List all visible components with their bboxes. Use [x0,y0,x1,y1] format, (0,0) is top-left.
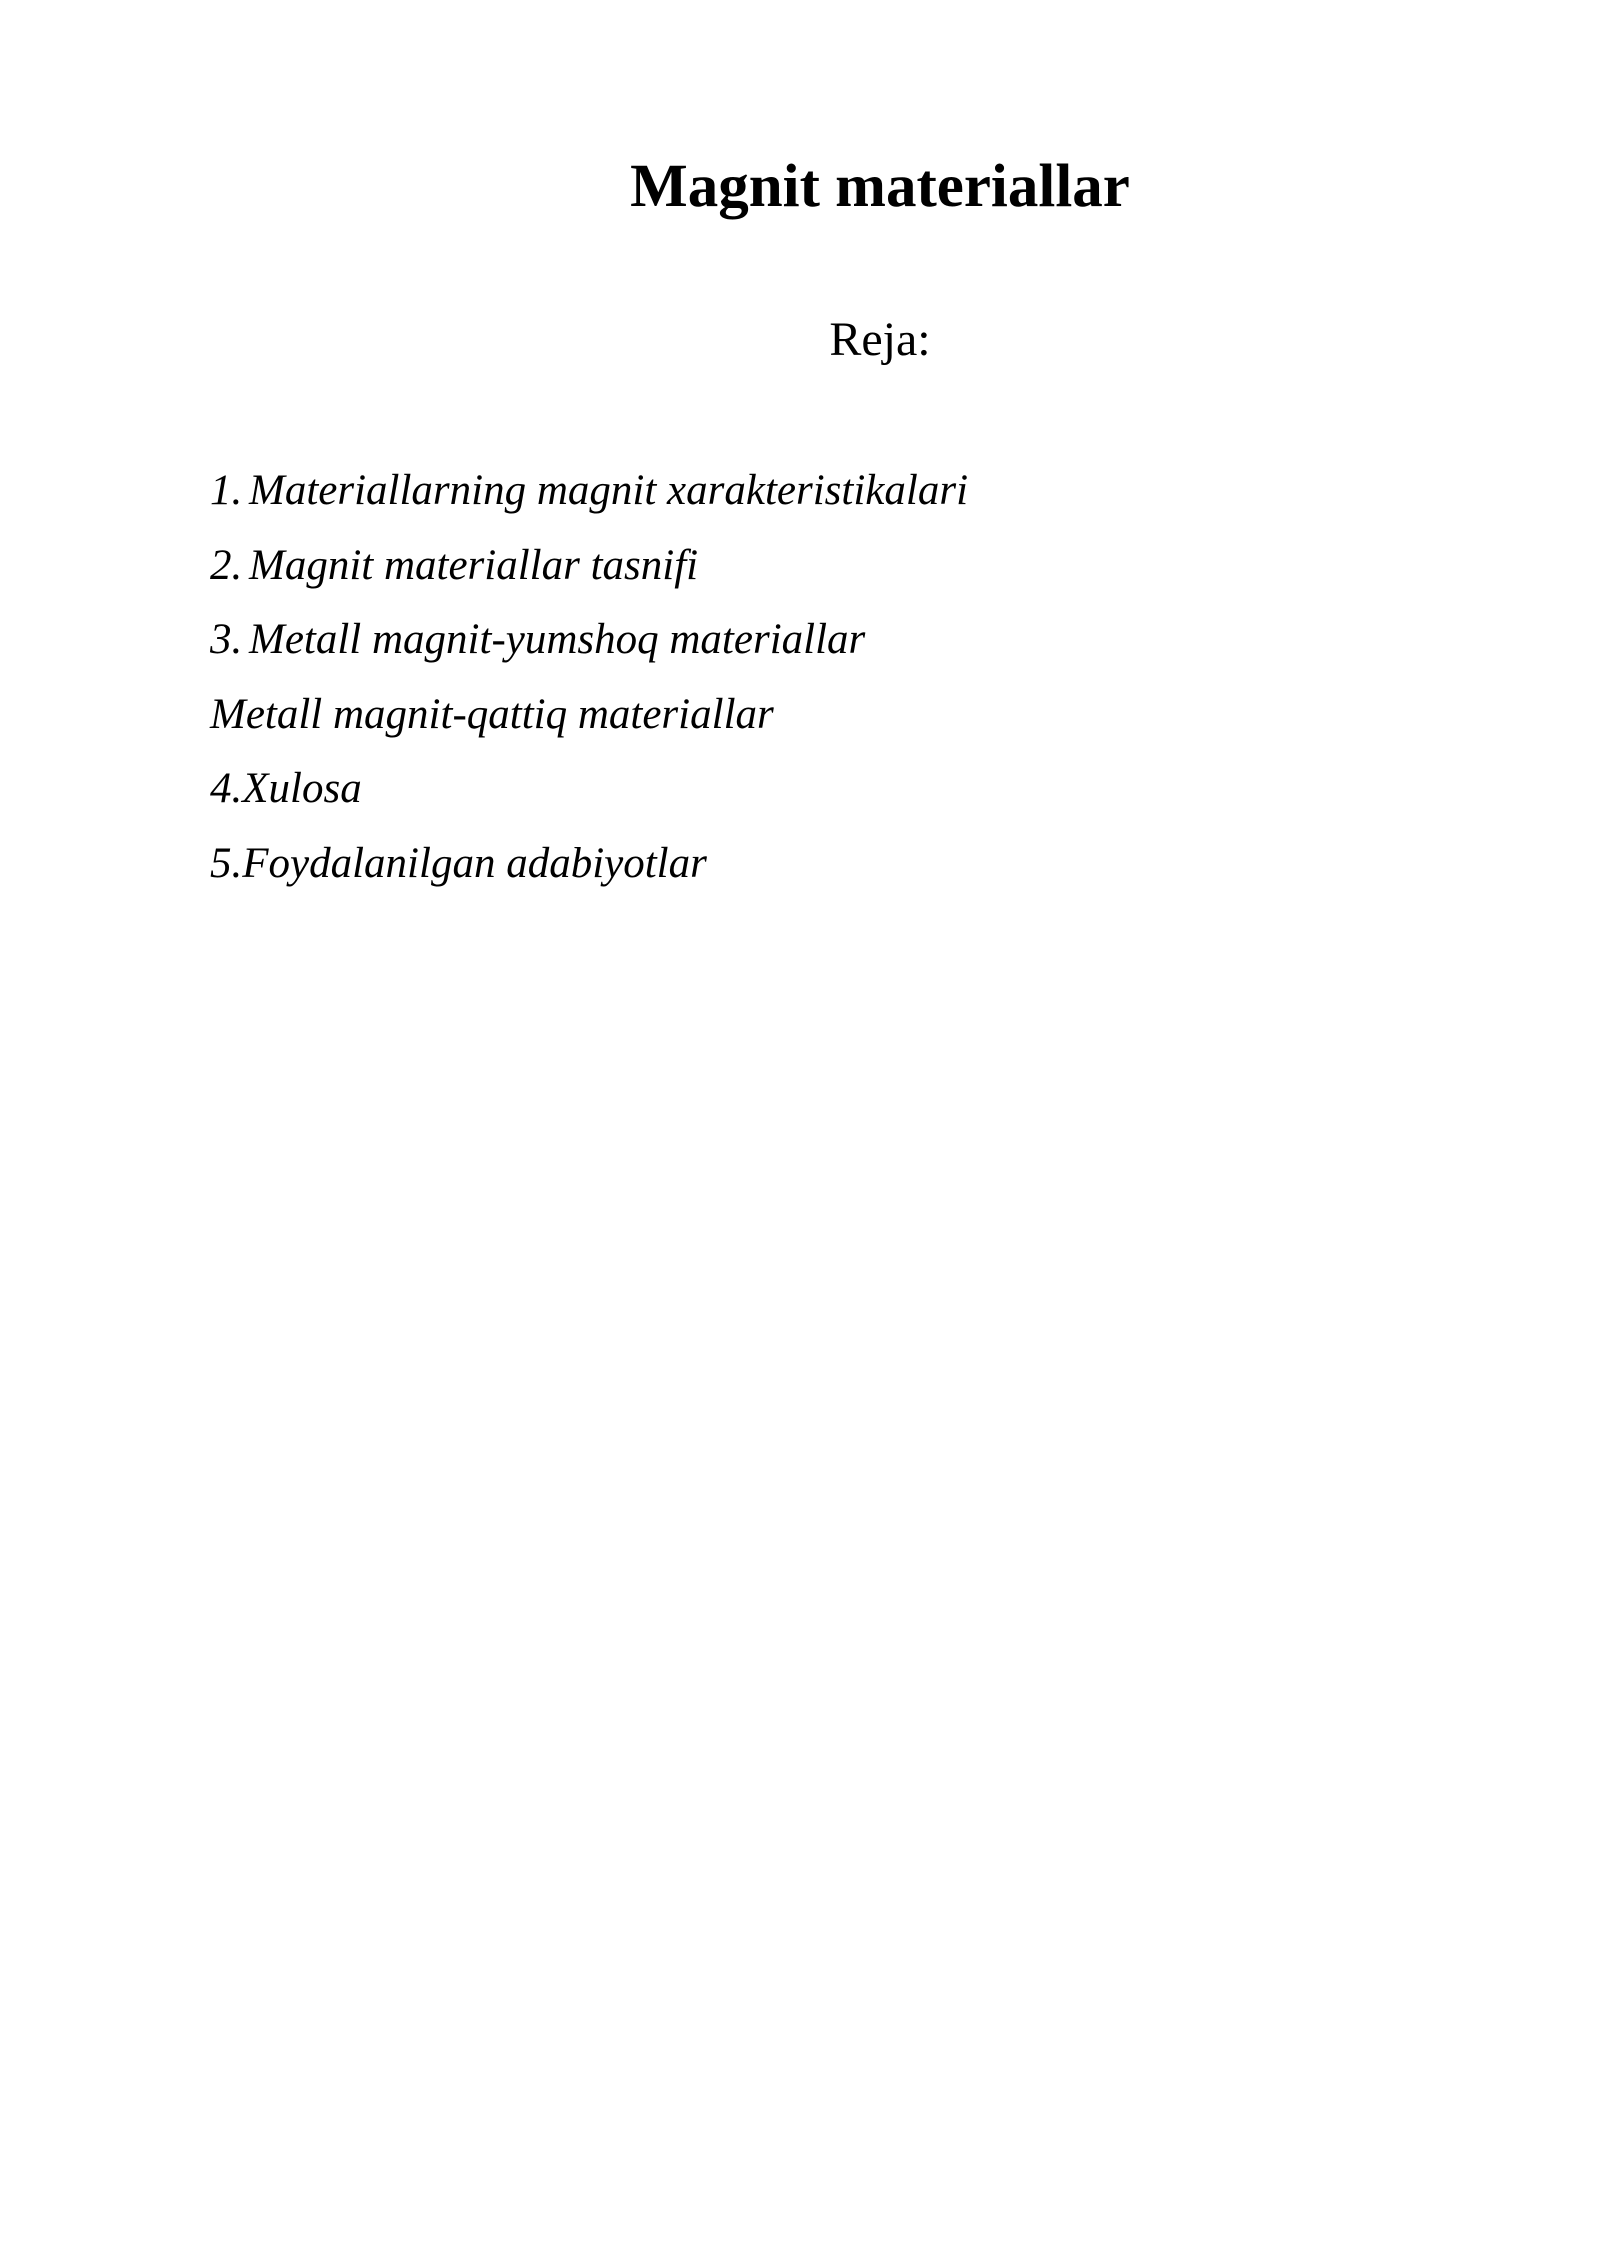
plan-item-text: Metall magnit-yumshoq materiallar [249,616,866,663]
document-title: Magnit materiallar [630,153,1130,220]
plan-item-text: Materiallarning magnit xarakteristikalari [249,467,969,514]
plan-item-text: Magnit materiallar tasnifi [249,541,699,589]
plan-item-number: 3. [210,616,243,663]
plan-item [210,603,968,678]
plan-item [210,827,968,902]
plan-item-text: Xulosa [242,765,362,812]
plan-item-number: 4. [210,765,243,812]
plan-list [210,454,968,901]
plan-item [210,454,968,529]
plan-item-number: 5. [210,839,243,887]
plan-item-number: 2. [210,541,243,589]
plan-item [210,678,968,753]
plan-heading: Reja: [829,313,931,366]
plan-item-text: Metall magnit-qattiq materiallar [210,690,774,738]
plan-item [210,529,968,604]
plan-item-number: 1. [210,467,243,514]
plan-item-text: Foydalanilgan adabiyotlar [242,839,707,887]
plan-item [210,752,968,827]
